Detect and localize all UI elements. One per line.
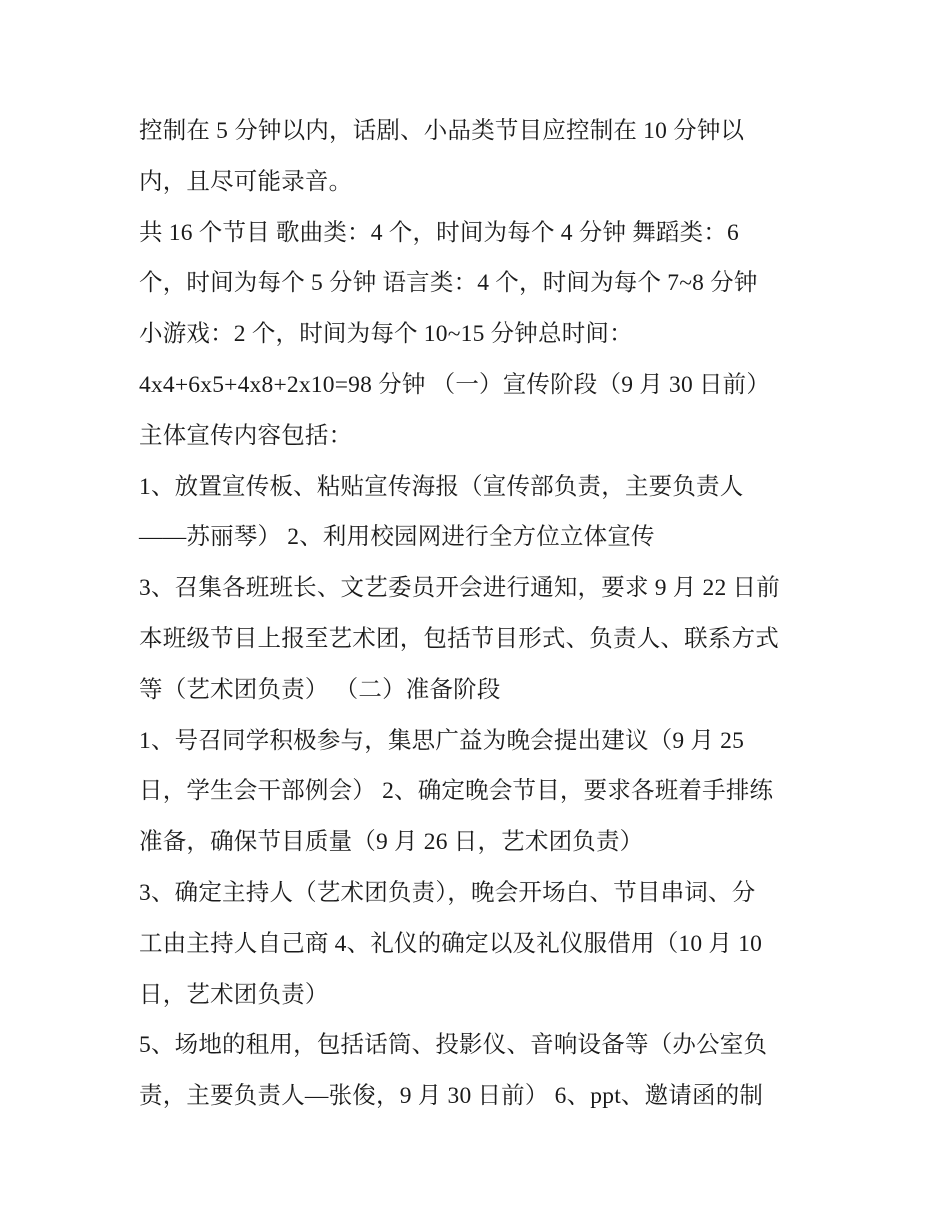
text-line: 个，时间为每个 5 分钟 语言类：4 个，时间为每个 7~8 分钟 (139, 270, 758, 297)
text-line: 3、确定主持人（艺术团负责），晚会开场白、节目串词、分 (139, 879, 756, 906)
text-line: ——苏丽琴） 2、利用校园网进行全方位立体宣传 (139, 524, 655, 551)
text-line: 日，学生会干部例会） 2、确定晚会节目，要求各班着手排练 (139, 778, 774, 805)
text-line: 工由主持人自己商 4、礼仪的确定以及礼仪服借用（10 月 10 (139, 930, 763, 957)
text-line: 本班级节目上报至艺术团，包括节目形式、负责人、联系方式 (139, 625, 779, 652)
document-body (139, 106, 839, 1122)
text-line: 5、场地的租用，包括话筒、投影仪、音响设备等（办公室负 (139, 1032, 768, 1059)
text-line: 小游戏：2 个，时间为每个 10~15 分钟总时间： (139, 321, 633, 348)
text-line: 准备，确保节目质量（9 月 26 日，艺术团负责） (139, 829, 644, 856)
text-line: 内，且尽可能录音。 (139, 168, 353, 195)
text-line: 3、召集各班班长、文艺委员开会进行通知，要求 9 月 22 日前 (139, 575, 780, 602)
text-line: 日，艺术团负责） (139, 981, 329, 1008)
text-line: 主体宣传内容包括： (139, 422, 353, 449)
text-line: 1、放置宣传板、粘贴宣传海报（宣传部负责，主要负责人 (139, 473, 744, 500)
text-line: 等（艺术团负责） （二）准备阶段 (139, 676, 501, 703)
text-line: 控制在 5 分钟以内，话剧、小品类节目应控制在 10 分钟以 (139, 118, 745, 144)
text-line: 4x4+6x5+4x8+2x10=98 分钟 （一）宣传阶段（9 月 30 日前） (139, 371, 771, 398)
text-line: 1、号召同学积极参与，集思广益为晚会提出建议（9 月 25 (139, 727, 745, 754)
text-line: 责，主要负责人—张俊，9 月 30 日前） 6、ppt、邀请函的制 (139, 1083, 764, 1110)
text-line: 共 16 个节目 歌曲类：4 个，时间为每个 4 分钟 舞蹈类：6 (139, 219, 739, 246)
